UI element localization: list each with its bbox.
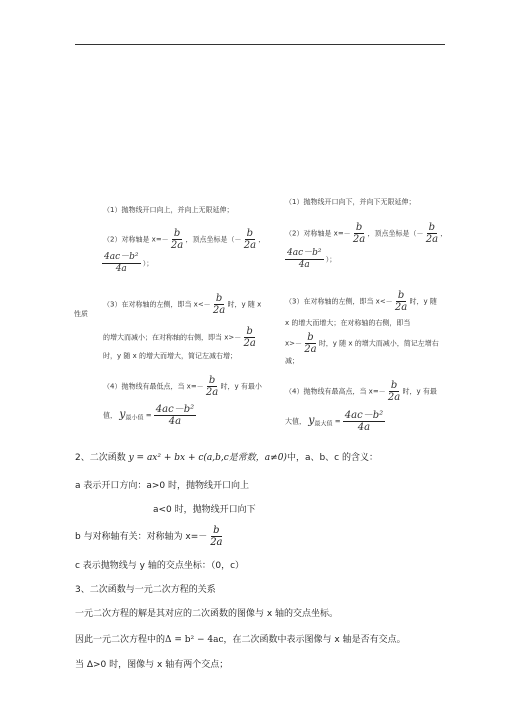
left-property-1: （1）抛物线开口向上，并向上无限延伸； [103,206,234,214]
fraction-denominator: 2a [205,387,219,398]
y-symbol: y [119,407,126,421]
y-symbol: y [308,413,315,427]
left-p3-text-b: 时，y 随 x [227,300,262,309]
fraction-b-over-2a [171,228,183,251]
right-property-4-line-1 [285,380,437,403]
fraction-denominator: 2a [425,234,439,245]
fraction-b-over-2a [304,332,316,355]
section-2-text-a: 2、二次函数 [75,453,129,463]
fraction-denominator: 2a [243,240,257,251]
fraction-numerator: 4ac－b² [344,410,384,421]
left-p3-text-c: 的增大而减小；在对称轴的右侧，即当 x>－ [103,333,242,342]
right-vertex-y [285,248,336,271]
fraction-denominator: 4a [168,416,182,427]
right-p3-text-a: （3）在对称轴的左侧，即当 x<－ [285,297,393,306]
fraction-numerator: b [397,290,405,301]
section-2-text-b: 中，a、b、c 的含义： [286,453,378,463]
fraction-numerator: b [428,222,436,233]
fraction-numerator: 4ac－b² [287,248,322,258]
fraction-numerator: b [355,222,363,233]
fraction-numerator: b [215,293,223,304]
discriminant-line [75,632,406,645]
fraction-b-over-2a [210,525,222,548]
fraction-denominator: 2a [387,392,401,403]
right-p4-text-c: 大值， [285,417,306,426]
fraction-numerator: b [246,228,254,239]
right-property-1: （1）抛物线开口向下，并向下无限延伸； [285,198,416,206]
fraction-denominator: 2a [394,302,408,313]
equation-relation-line: 一元二次方程的解是其对应的二次函数的图像与 x 轴的交点坐标。 [75,609,339,619]
c-meaning-line: c 表示抛物线与 y 轴的交点坐标：（0，c） [75,561,245,571]
fraction-numerator: b [173,228,181,239]
fraction-b-over-2a [395,290,407,313]
fraction-denominator: 2a [210,537,223,548]
fraction-numerator: 4ac－b² [104,252,139,262]
left-property-3-line-3: 时，y 随 x 的增大而增大，简记左减右增； [103,352,237,360]
fraction-b-over-2a [426,222,438,245]
right-p2-text-d: ）； [325,255,337,264]
right-p4-text-b: 时，y 有最 [402,387,437,396]
fraction-denominator: 4a [115,264,127,274]
right-p2-text-b: ，顶点坐标是（－ [367,229,424,238]
fraction-numerator: b [307,332,314,343]
right-p3-text-b: 时，y 随 [409,297,437,306]
fraction-b-over-2a [206,375,218,398]
section-3-heading: 3、二次函数与一元二次方程的关系 [75,585,216,595]
min-value-subscript: 最小值 [125,414,144,422]
b-meaning-text: b 与对称轴有关：对称轴为 x=－ [75,532,208,542]
right-property-2 [285,222,447,245]
fraction-b-over-2a [388,380,400,403]
right-property-3-line-1 [285,290,437,313]
a-meaning-line-1: a 表示开口方向：a>0 时，抛物线开口向上 [75,481,250,491]
right-property-4-line-2 [285,410,385,433]
fraction-vertex-y [285,248,324,271]
fraction-numerator: b [246,326,253,337]
right-p2-text-a: （2）对称轴是 x=－ [285,229,351,238]
section-2-heading [75,450,378,463]
right-p4-text-a: （4）抛物线有最高点，当 x=－ [285,387,386,396]
discriminant-text-a: 因此一元二次方程中的 [75,635,166,645]
left-p4-text-a: （4）抛物线有最低点，当 x=－ [103,382,204,391]
fraction-b-over-2a [243,326,255,349]
max-value-subscript: 最大值 [314,420,333,428]
fraction-vertex-y [154,404,196,427]
right-p3-text-e: 时，y 随 x 的增大而减小，简记左增右 [318,339,439,348]
fraction-denominator: 2a [304,344,317,355]
left-p2-text-d: ）； [142,259,154,268]
fraction-denominator: 4a [357,422,371,433]
fraction-numerator: b [213,525,220,536]
left-p4-text-c: 值， [103,411,117,420]
left-property-4-line-2 [103,404,196,427]
equals-sign: = [143,411,154,420]
discriminant-text-b: ，在二次函数中表示图像与 x 轴是否有交点。 [223,635,406,645]
fraction-vertex-y [102,252,141,275]
fraction-denominator: 4a [298,260,310,270]
fraction-numerator: 4ac－b² [155,404,195,415]
right-property-3-line-4: 减； [285,357,299,365]
quadratic-formula: y = ax² + bx + c(a,b,c是常数，a≠0) [128,453,287,463]
right-p2-text-c: ， [440,229,448,238]
left-property-4-line-1 [103,375,262,398]
fraction-numerator: b [208,375,216,386]
right-property-3-line-2: x 的增大而增大；在对称轴的右侧，即当 [285,319,411,327]
left-p3-text-a: （3）在对称轴的左侧，即当 x<－ [103,300,211,309]
left-p2-text-a: （2）对称轴是 x=－ [103,235,169,244]
left-property-3-line-2 [103,326,256,349]
fraction-b-over-2a [244,228,256,251]
a-meaning-line-2: a<0 时，抛物线开口向下 [153,505,256,515]
right-property-3-line-3 [285,332,439,355]
fraction-denominator: 2a [243,338,256,349]
left-property-3-line-1 [103,293,261,316]
left-p2-text-b: ，顶点坐标是（－ [185,235,242,244]
left-property-2 [103,228,265,251]
equals-sign: = [332,417,343,426]
fraction-denominator: 2a [352,234,366,245]
b-meaning-line [75,525,223,548]
left-p2-text-c: ， [258,235,266,244]
fraction-b-over-2a [213,293,225,316]
right-p3-text-d: x>－ [285,339,303,348]
header-rule [75,44,445,45]
left-vertex-y [102,252,153,275]
fraction-numerator: b [390,380,398,391]
fraction-denominator: 2a [212,305,226,316]
discriminant-formula: Δ = b² − 4ac [165,635,224,645]
left-p4-text-b: 时，y 有最小 [220,382,262,391]
discriminant-positive-line: 当 Δ>0 时，图像与 x 轴有两个交点； [75,660,229,670]
fraction-b-over-2a [353,222,365,245]
side-label-properties: 性质 [74,310,88,318]
fraction-denominator: 2a [170,240,184,251]
fraction-vertex-y [343,410,385,433]
